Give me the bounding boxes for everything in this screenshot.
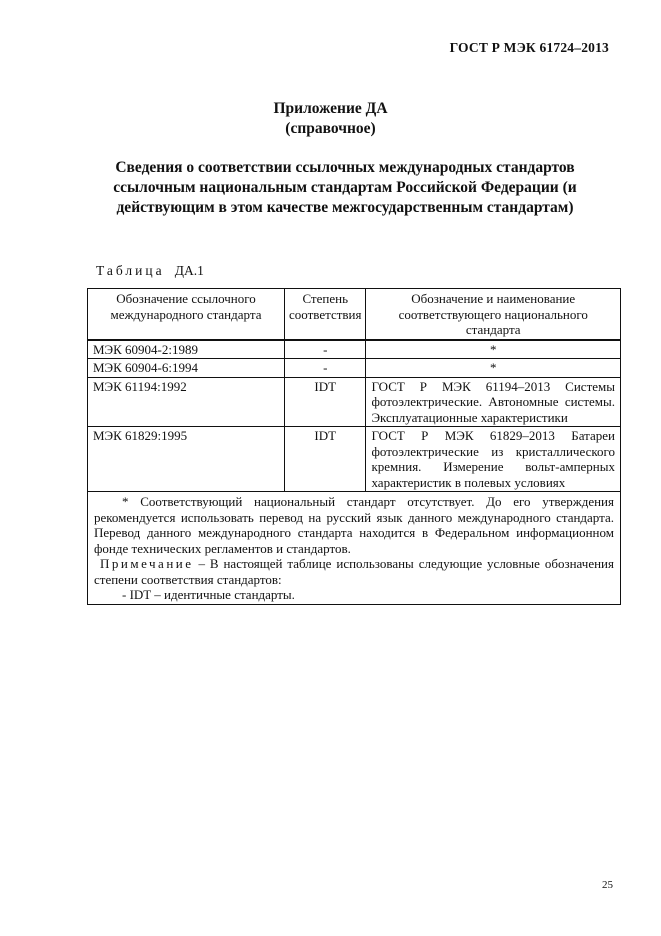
note-label: Примечание bbox=[100, 556, 194, 571]
table-row bbox=[88, 427, 621, 492]
appendix-status: (справочное) bbox=[285, 120, 376, 137]
cell-national: ГОСТ Р МЭК 61194–2013 Системы фотоэлектрические. Автономные системы. Эксплуатационные характеристики bbox=[366, 377, 621, 427]
cell-national: * bbox=[366, 340, 621, 359]
table-note bbox=[94, 556, 614, 587]
table-row bbox=[88, 359, 621, 378]
section-title: Сведения о соответствии ссылочных международных стандартов ссылочным национальным стандартам Российской Федерации (и действующим в этом качестве межгосударственным стандартам) bbox=[113, 159, 577, 216]
appendix-title: Приложение ДА bbox=[273, 100, 388, 117]
cell-national: * bbox=[366, 359, 621, 378]
table-caption bbox=[96, 263, 204, 279]
cell-reference: МЭК 60904-6:1994 bbox=[88, 359, 285, 378]
table-notes-row bbox=[88, 492, 621, 605]
document-header: ГОСТ Р МЭК 61724–2013 bbox=[449, 40, 609, 55]
column-header-degree: Степень соответствия bbox=[285, 289, 366, 340]
table-notes bbox=[88, 492, 621, 605]
table-row bbox=[88, 377, 621, 427]
cell-degree: IDT bbox=[285, 427, 366, 492]
cell-degree: - bbox=[285, 340, 366, 359]
page-number: 25 bbox=[602, 879, 613, 891]
appendix-heading bbox=[0, 99, 661, 139]
table-caption-id: ДА.1 bbox=[174, 263, 204, 278]
note-text: – В настоящей таблице использованы следующие условные обозначения степени соответствия стандартов: bbox=[94, 556, 614, 587]
cell-reference: МЭК 61194:1992 bbox=[88, 377, 285, 427]
column-header-national: Обозначение и наименование соответствующего национального стандарта bbox=[366, 289, 621, 340]
table-header-row bbox=[88, 289, 621, 340]
cell-reference: МЭК 61829:1995 bbox=[88, 427, 285, 492]
cell-degree: - bbox=[285, 359, 366, 378]
cell-reference: МЭК 60904-2:1989 bbox=[88, 340, 285, 359]
table-caption-word: Таблица bbox=[96, 263, 165, 278]
correspondence-table bbox=[87, 288, 621, 605]
table-row bbox=[88, 340, 621, 359]
cell-national: ГОСТ Р МЭК 61829–2013 Батареи фотоэлектрические из кристаллического кремния. Измерение вольт-амперных характеристик в полевых условиях bbox=[366, 427, 621, 492]
column-header-reference: Обозначение ссылочного международного стандарта bbox=[88, 289, 285, 340]
table-footnote: * Соответствующий национальный стандарт отсутствует. До его утверждения рекомендуется использовать перевод на русский язык данного международного стандарта. Перевод данного международного стандарта находится в Федеральном информационном фонде технических регламентов и стандартов. bbox=[94, 494, 614, 556]
cell-degree: IDT bbox=[285, 377, 366, 427]
note-item: - IDT – идентичные стандарты. bbox=[122, 587, 295, 602]
